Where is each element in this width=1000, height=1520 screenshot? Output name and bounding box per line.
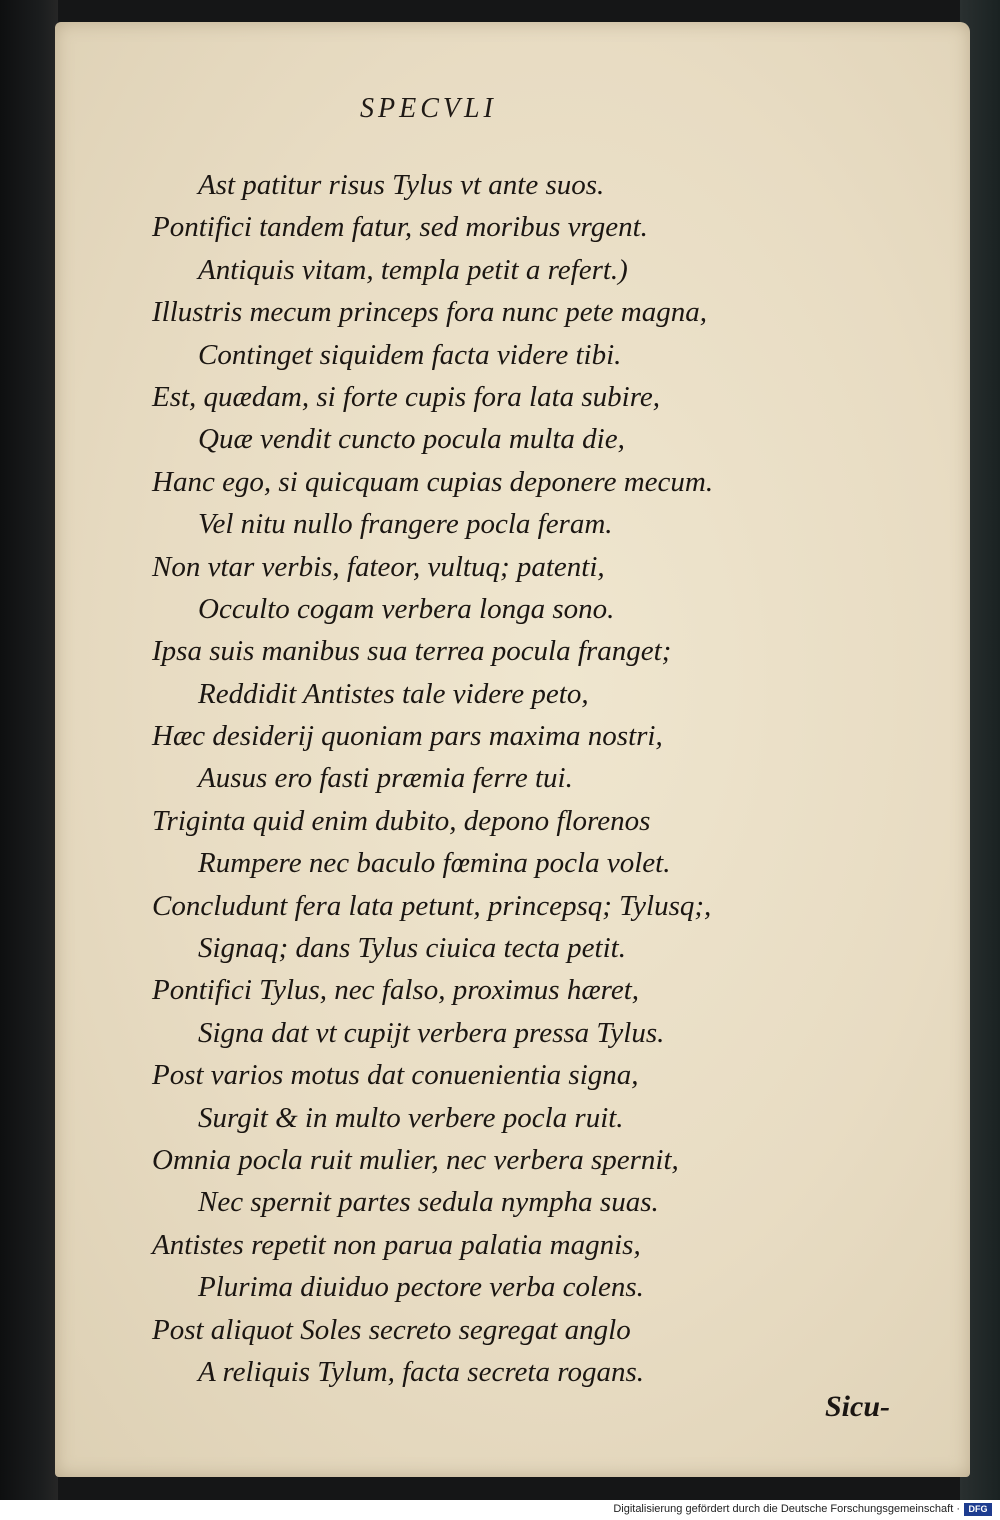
poem-line: Ipsa suis manibus sua terrea pocula franget; [152, 635, 672, 668]
poem-line: Reddidit Antistes tale videre peto, [198, 677, 589, 710]
poem-line: Plurima diuiduo pectore verba colens. [198, 1271, 644, 1304]
poem-line: Ast patitur risus Tylus vt ante suos. [198, 169, 605, 201]
poem-line: Hanc ego, si quicquam cupias deponere mecum. [152, 465, 714, 498]
poem-line: Signaq; dans Tylus ciuica tecta petit. [198, 932, 626, 965]
poem-line: Triginta quid enim dubito, depono florenos [152, 804, 651, 837]
poem-line: Occulto cogam verbera longa sono. [198, 592, 615, 625]
dfg-logo: DFG [964, 1503, 992, 1516]
poem-line: A reliquis Tylum, facta secreta rogans. [198, 1355, 644, 1388]
poem-line: Vel nitu nullo frangere pocla feram. [198, 508, 613, 541]
poem-line: Surgit & in multo verbere pocla ruit. [198, 1101, 624, 1134]
poem-line: Non vtar verbis, fateor, vultuq; patenti, [152, 550, 605, 583]
poem-line: Rumpere nec baculo fœmina pocla volet. [198, 847, 671, 880]
funding-notice: Digitalisierung gefördert durch die Deutsche Forschungsgemeinschaft · [613, 1503, 960, 1515]
poem-line: Signa dat vt cupijt verbera pressa Tylus. [198, 1016, 665, 1049]
poem-line: Post varios motus dat conuenientia signa, [152, 1059, 639, 1092]
running-header: SPECVLI [360, 93, 497, 124]
poem-line: Post aliquot Soles secreto segregat anglo [152, 1313, 631, 1346]
poem-line: Est, quædam, si forte cupis fora lata subire, [152, 380, 661, 413]
poem-line: Omnia pocla ruit mulier, nec verbera spernit, [152, 1143, 679, 1176]
poem-line: Nec spernit partes sedula nympha suas. [198, 1186, 659, 1219]
poem-line: Concludunt fera lata petunt, princepsq; Tylusq;, [152, 889, 712, 922]
poem-line: Quæ vendit cuncto pocula multa die, [198, 423, 625, 456]
poem-line: Antiquis vitam, templa petit a refert.) [198, 253, 628, 286]
poem-line: Pontifici Tylus, nec falso, proximus hæret, [152, 974, 640, 1007]
poem-line: Illustris mecum princeps fora nunc pete magna, [152, 296, 707, 329]
poem-text [152, 164, 852, 1393]
poem-line: Pontifici tandem fatur, sed moribus vrgent. [152, 211, 648, 244]
poem-line: Continget siquidem facta videre tibi. [198, 338, 622, 371]
poem-line: Ausus ero fasti præmia ferre tui. [198, 762, 573, 795]
catchword: Sicu- [825, 1390, 891, 1423]
digitization-footer [0, 1500, 1000, 1520]
book-cover-left [0, 0, 58, 1500]
poem-line: Antistes repetit non parua palatia magnis, [152, 1228, 641, 1261]
poem-line: Hæc desiderij quoniam pars maxima nostri, [152, 720, 663, 753]
